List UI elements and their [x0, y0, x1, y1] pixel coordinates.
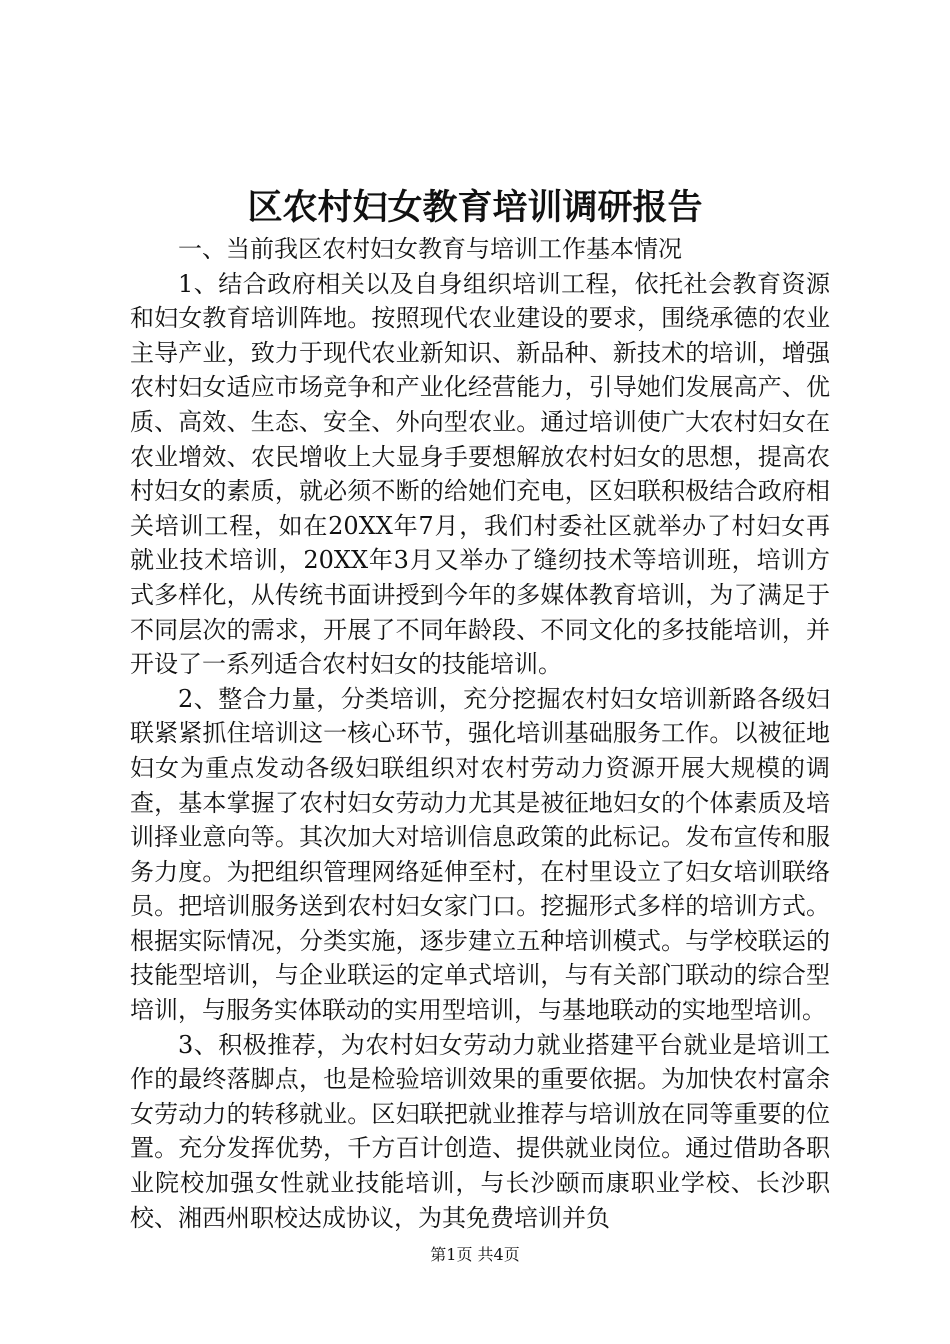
paragraph-2: 2、整合力量，分类培训，充分挖掘农村妇女培训新路各级妇联紧紧抓住培训这一核心环节，强化培训基础服务工作。以被征地妇女为重点发动各级妇联组织对农村劳动力资源开展大规模的调查，基本掌握了农村妇女劳动力尤其是被征地妇女的个体素质及培训择业意向等。其次加大对培训信息政策的此标记。发布宣传和服务力度。为把组织管理网络延伸至村，在村里设立了妇女培训联络员。把培训服务送到农村妇女家门口。挖掘形式多样的培训方式。根据实际情况，分类实施，逐步建立五种培训模式。与学校联运的技能型培训，与企业联运的定单式培训，与有关部门联动的综合型培训，与服务实体联动的实用型培训，与基地联动的实地型培训。 [130, 684, 830, 1025]
paragraph-1: 1、结合政府相关以及自身组织培训工程，依托社会教育资源和妇女教育培训阵地。按照现代农业建设的要求，围绕承德的农业主导产业，致力于现代农业新知识、新品种、新技术的培训，增强农村妇女适应市场竞争和产业化经营能力，引导她们发展高产、优质、高效、生态、安全、外向型农业。通过培训使广大农村妇女在农业增效、农民增收上大显身手要想解放农村妇女的思想，提高农村妇女的素质，就必须不断的给她们充电，区妇联积极结合政府相关培训工程，如在20XX年7月，我们村委社区就举办了村妇女再就业技术培训，20XX年3月又举办了缝纫技术等培训班，培训方式多样化，从传统书面讲授到今年的多媒体教育培训，为了满足于不同层次的需求，开展了不同年龄段、不同文化的多技能培训，并开设了一系列适合农村妇女的技能培训。 [130, 269, 830, 679]
document-title: 区农村妇女教育培训调研报告 [247, 187, 703, 228]
section-heading: 一、当前我区农村妇女教育与培训工作基本情况 [178, 235, 682, 263]
document-body [130, 232, 830, 1235]
paragraph-3: 3、积极推荐，为农村妇女劳动力就业搭建平台就业是培训工作的最终落脚点，也是检验培训效果的重要依据。为加快农村富余女劳动力的转移就业。区妇联把就业推荐与培训放在同等重要的位置。充分发挥优势，千方百计创造、提供就业岗位。通过借助各职业院校加强女性就业技能培训，与长沙颐而康职业学校、长沙职校、湘西州职校达成协议，为其免费培训并负 [130, 1030, 830, 1232]
page-number-footer: 第1页 共4页 [430, 1245, 520, 1264]
